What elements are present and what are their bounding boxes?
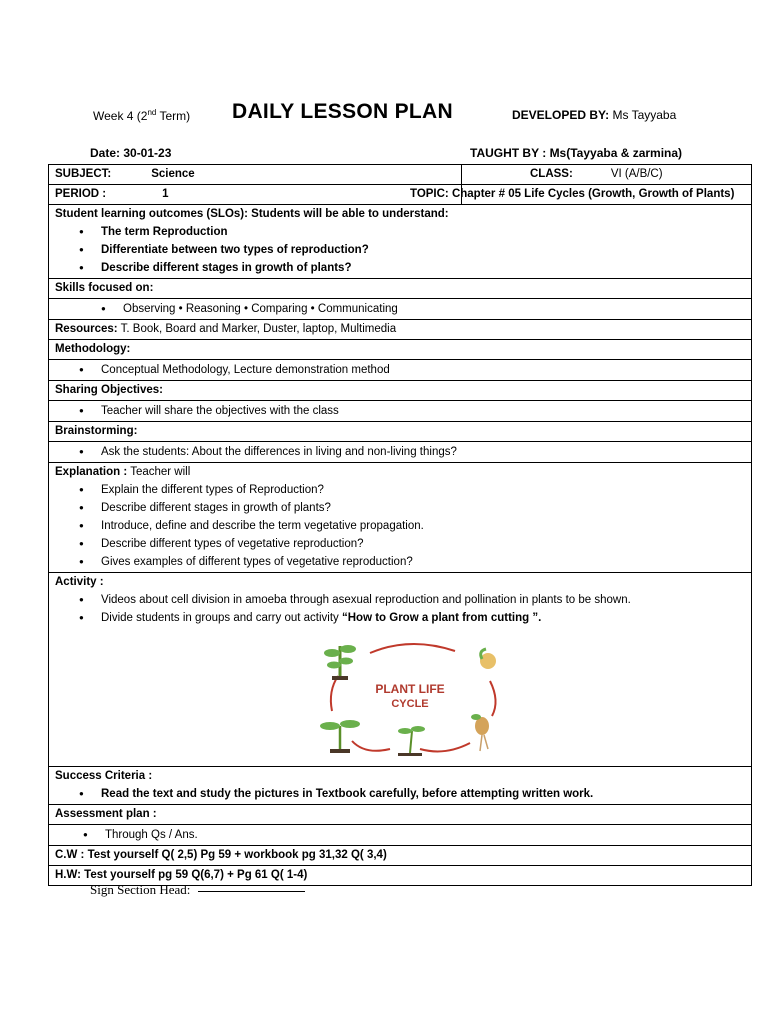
period-value: 1 xyxy=(162,188,169,200)
seed-icon xyxy=(480,649,496,669)
class-label: CLASS: xyxy=(530,168,573,180)
homework: H.W: Test yourself pg 59 Q(6,7) + Pg 61 Q( 1-4) xyxy=(49,866,752,886)
list-item: ● Teacher will share the objectives with the class xyxy=(101,402,745,420)
brainstorming-label: Brainstorming: xyxy=(49,422,752,442)
sharing-row xyxy=(49,401,752,422)
methodology-label-row xyxy=(49,340,752,360)
explanation-label: Explanation : xyxy=(55,466,128,478)
week-label: Week 4 (2nd Term) xyxy=(93,108,191,123)
success-label: Success Criteria : xyxy=(55,770,153,782)
list-item: ● Gives examples of different types of vegetative reproduction? xyxy=(101,553,745,571)
signature-rule xyxy=(198,891,305,892)
document-title: DAILY LESSON PLAN xyxy=(232,100,453,123)
assessment-label-row xyxy=(49,805,752,825)
list-item: ● The term Reproduction xyxy=(101,223,745,241)
list-item: ● Explain the different types of Reproduction? xyxy=(101,481,745,499)
list-item: ● Observing • Reasoning • Comparing • Communicating xyxy=(123,300,745,318)
list-item: ● Read the text and study the pictures in Textbook carefully, before attempting written work. xyxy=(101,785,745,803)
signature-line xyxy=(90,882,305,898)
date: Date: 30-01-23 xyxy=(90,146,172,160)
sharing-label-row xyxy=(49,381,752,401)
skills-row xyxy=(49,299,752,320)
image-title-line2: CYCLE xyxy=(391,698,429,710)
list-item: ● Videos about cell division in amoeba through asexual reproduction and pollination in plants to be shown. xyxy=(101,591,745,609)
brainstorming-row xyxy=(49,442,752,463)
resources-text: T. Book, Board and Marker, Duster, laptop, Multimedia xyxy=(117,323,397,335)
activity-list xyxy=(55,591,745,627)
plant-life-cycle-image xyxy=(310,631,510,761)
explanation-text: Teacher will xyxy=(127,466,191,478)
slo-text: Students will be able to understand: xyxy=(247,208,449,220)
subject-value: Science xyxy=(151,168,195,180)
developed-by: DEVELOPED BY: Ms Tayyaba xyxy=(512,108,677,122)
period-label: PERIOD : xyxy=(55,188,107,200)
subject-label: SUBJECT: xyxy=(55,168,112,180)
resources-label: Resources: xyxy=(55,323,118,335)
class-value: VI (A/B/C) xyxy=(610,168,663,180)
list-item: ● Conceptual Methodology, Lecture demonstration method xyxy=(101,361,745,379)
image-title-line1: PLANT LIFE xyxy=(375,682,445,696)
seedling-icon xyxy=(320,720,360,753)
header xyxy=(0,100,768,130)
list-item: ● Describe different stages in growth of plants? xyxy=(101,499,745,517)
success-row xyxy=(49,767,752,805)
slo-row xyxy=(49,205,752,279)
period-row xyxy=(49,185,752,205)
assessment-row xyxy=(49,825,752,846)
subject-row xyxy=(49,165,752,185)
resources-row xyxy=(49,320,752,340)
assessment-label: Assessment plan : xyxy=(49,805,752,825)
slo-label: Student learning outcomes (SLOs): xyxy=(55,208,248,220)
list-item: ● Describe different stages in growth of plants? xyxy=(101,259,745,277)
taught-by: TAUGHT BY : Ms(Tayyaba & zarmina) xyxy=(470,146,683,160)
lesson-plan-table xyxy=(48,164,752,886)
plant-icon xyxy=(324,645,356,680)
list-item: ● Introduce, define and describe the term vegetative propagation. xyxy=(101,517,745,535)
list-item: ● Differentiate between two types of reproduction? xyxy=(101,241,745,259)
cycle-arrow xyxy=(331,676,338,711)
list-item: ● Ask the students: About the differences in living and non-living things? xyxy=(101,443,745,461)
topic: TOPIC: Chapter # 05 Life Cycles (Growth, Growth of Plants) xyxy=(462,185,752,205)
sharing-label: Sharing Objectives: xyxy=(49,381,752,401)
activity-row xyxy=(49,573,752,767)
explanation-list xyxy=(55,481,745,571)
list-item: ● Divide students in groups and carry out activity “How to Grow a plant from cutting ”. xyxy=(101,609,745,627)
list-item: ● Through Qs / Ans. xyxy=(105,826,745,844)
list-item: ● Describe different types of vegetative reproduction? xyxy=(101,535,745,553)
brainstorming-label-row xyxy=(49,422,752,442)
skills-label: Skills focused on: xyxy=(49,279,752,299)
germinating-seed-icon xyxy=(471,714,489,751)
activity-label: Activity : xyxy=(55,576,104,588)
methodology-label: Methodology: xyxy=(49,340,752,360)
classwork: C.W : Test yourself Q( 2,5) Pg 59 + workbook pg 31,32 Q( 3,4) xyxy=(49,846,752,866)
sprout-icon xyxy=(398,726,425,756)
cycle-arrow xyxy=(352,741,390,751)
cycle-arrow xyxy=(370,644,455,653)
explanation-row xyxy=(49,463,752,573)
skills-label-row xyxy=(49,279,752,299)
sign-label: Sign Section Head: xyxy=(90,882,191,897)
classwork-row xyxy=(49,846,752,866)
skills-list xyxy=(55,300,745,318)
methodology-row xyxy=(49,360,752,381)
cycle-arrow xyxy=(490,681,496,716)
slo-list xyxy=(55,223,745,277)
cycle-arrow xyxy=(420,743,470,751)
